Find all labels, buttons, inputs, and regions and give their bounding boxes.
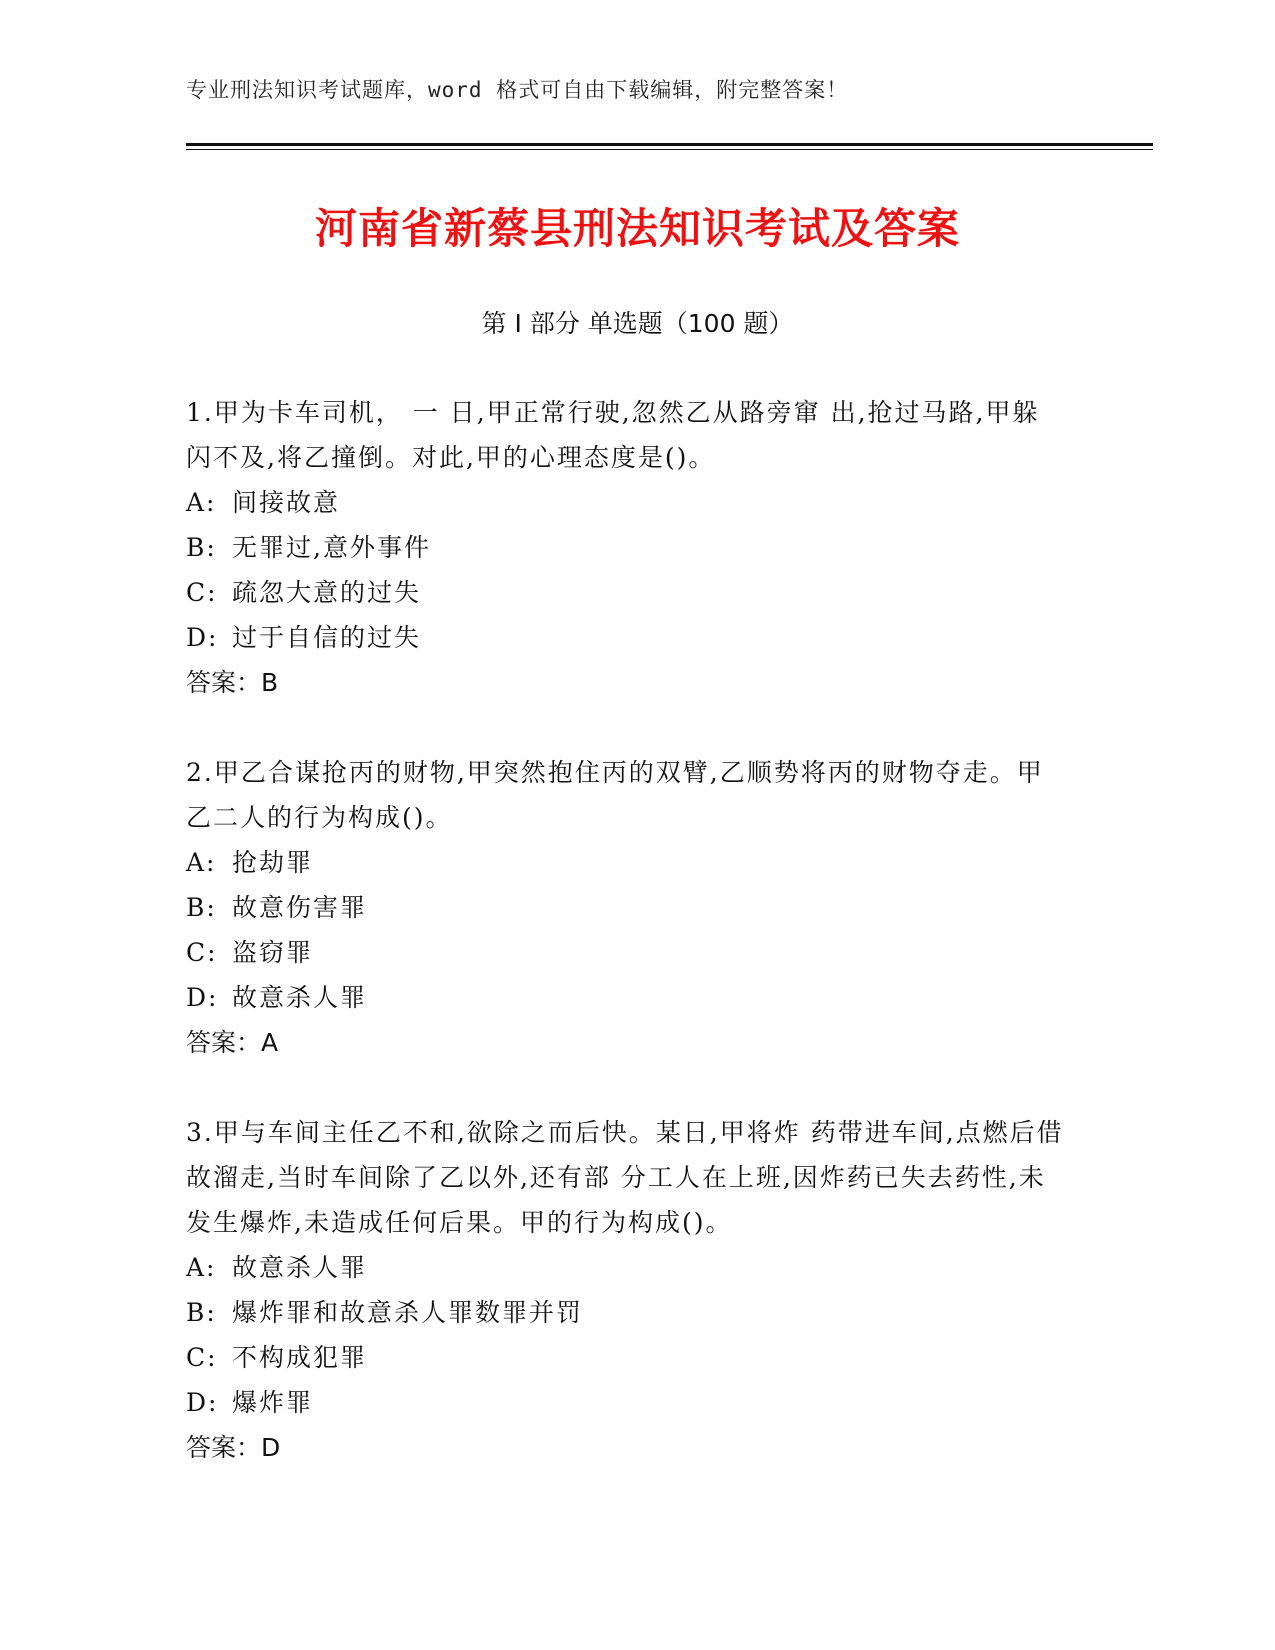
option-text: 不构成犯罪 — [232, 1343, 368, 1372]
header-note: 专业刑法知识考试题库，word 格式可自由下载编辑，附完整答案！ — [186, 78, 849, 102]
option-text: 故意杀人罪 — [232, 983, 368, 1012]
option-letter: A: — [186, 488, 217, 517]
question-2 — [186, 750, 1066, 1065]
option-letter: B: — [186, 893, 217, 922]
option-text: 疏忽大意的过失 — [232, 578, 422, 607]
question-1 — [186, 390, 1066, 705]
option-b — [186, 525, 1066, 570]
option-a — [186, 1245, 1066, 1290]
option-letter: B: — [186, 1298, 217, 1327]
option-text: 故意伤害罪 — [232, 893, 368, 922]
option-letter: D: — [186, 623, 219, 652]
option-letter: B: — [186, 533, 217, 562]
option-text: 故意杀人罪 — [232, 1253, 368, 1282]
question-list — [186, 390, 1066, 1515]
option-letter: D: — [186, 983, 219, 1012]
answer-line: 答案：D — [186, 1433, 281, 1462]
answer-line: 答案：A — [186, 1028, 279, 1057]
option-a — [186, 840, 1066, 885]
option-d — [186, 1380, 1066, 1425]
header-divider-thin — [186, 149, 1153, 150]
option-d — [186, 975, 1066, 1020]
option-letter: D: — [186, 1388, 219, 1417]
question-text: 3.甲与车间主任乙不和,欲除之而后快。某日,甲将炸 药带进车间,点燃后借故溜走,当时车间除了乙以外,还有部 分工人在上班,因炸药已失去药性,未发生爆炸,未造成任何后果。甲的行为构成()。 — [186, 1118, 1064, 1237]
answer-line: 答案：B — [186, 668, 279, 697]
document-title: 河南省新蔡县刑法知识考试及答案 — [314, 204, 960, 253]
option-text: 爆炸罪和故意杀人罪数罪并罚 — [232, 1298, 584, 1327]
option-letter: A: — [186, 1253, 217, 1282]
question-text: 1.甲为卡车司机， 一 日,甲正常行驶,忽然乙从路旁窜 出,抢过马路,甲躲闪不及,将乙撞倒。对此,甲的心理态度是()。 — [186, 398, 1040, 472]
option-text: 爆炸罪 — [232, 1388, 314, 1417]
option-letter: C: — [186, 1343, 218, 1372]
option-a — [186, 480, 1066, 525]
question-3 — [186, 1110, 1066, 1470]
option-letter: A: — [186, 848, 217, 877]
option-c — [186, 1335, 1066, 1380]
option-b — [186, 885, 1066, 930]
option-d — [186, 615, 1066, 660]
option-letter: C: — [186, 578, 218, 607]
option-text: 无罪过,意外事件 — [232, 533, 431, 562]
option-b — [186, 1290, 1066, 1335]
option-text: 盗窃罪 — [232, 938, 314, 967]
option-text: 过于自信的过失 — [232, 623, 422, 652]
option-c — [186, 570, 1066, 615]
option-text: 抢劫罪 — [232, 848, 314, 877]
question-text: 2.甲乙合谋抢丙的财物,甲突然抱住丙的双臂,乙顺势将丙的财物夺走。甲乙二人的行为构成()。 — [186, 758, 1044, 832]
option-text: 间接故意 — [232, 488, 341, 517]
section-title: 第 I 部分 单选题（100 题） — [481, 309, 794, 338]
option-c — [186, 930, 1066, 975]
header-divider-thick — [186, 143, 1153, 146]
option-letter: C: — [186, 938, 218, 967]
